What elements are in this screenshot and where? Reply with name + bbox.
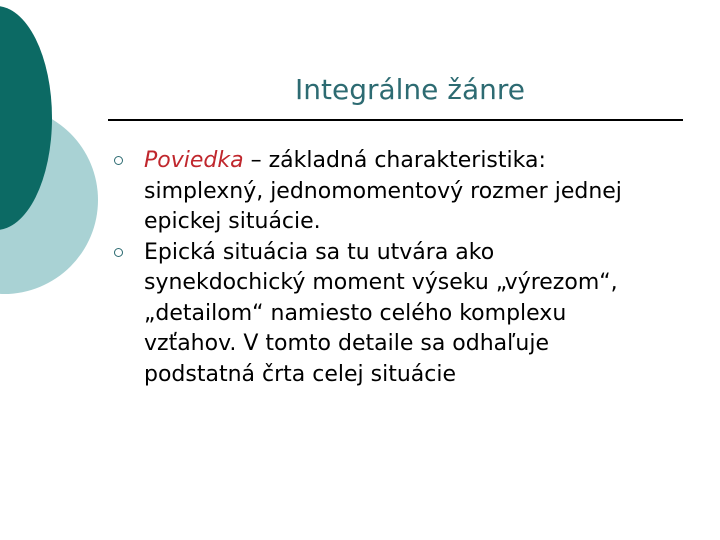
bullet-list (0, 146, 720, 390)
bullet-item-epicka-situacia (0, 238, 644, 391)
bullet-text: Epická situácia sa tu utvára ako synekdochický moment výseku „výrezom“, „detailom“ namiesto celého komplexu vzťahov. V tomto detaile sa odhaľuje podstatná črta celej situácie (144, 239, 618, 387)
slide-title: Integrálne žánre (294, 73, 526, 106)
bullet-item-poviedka (0, 146, 644, 238)
circle-bullet-icon (114, 156, 123, 165)
bullet-term: Poviedka (144, 148, 244, 173)
circle-bullet-icon (114, 248, 123, 257)
title-underline (108, 119, 683, 121)
bullet-text: – základná charakteristika: simplexný, jednomomentový rozmer jednej epickej situácie. (144, 148, 622, 234)
